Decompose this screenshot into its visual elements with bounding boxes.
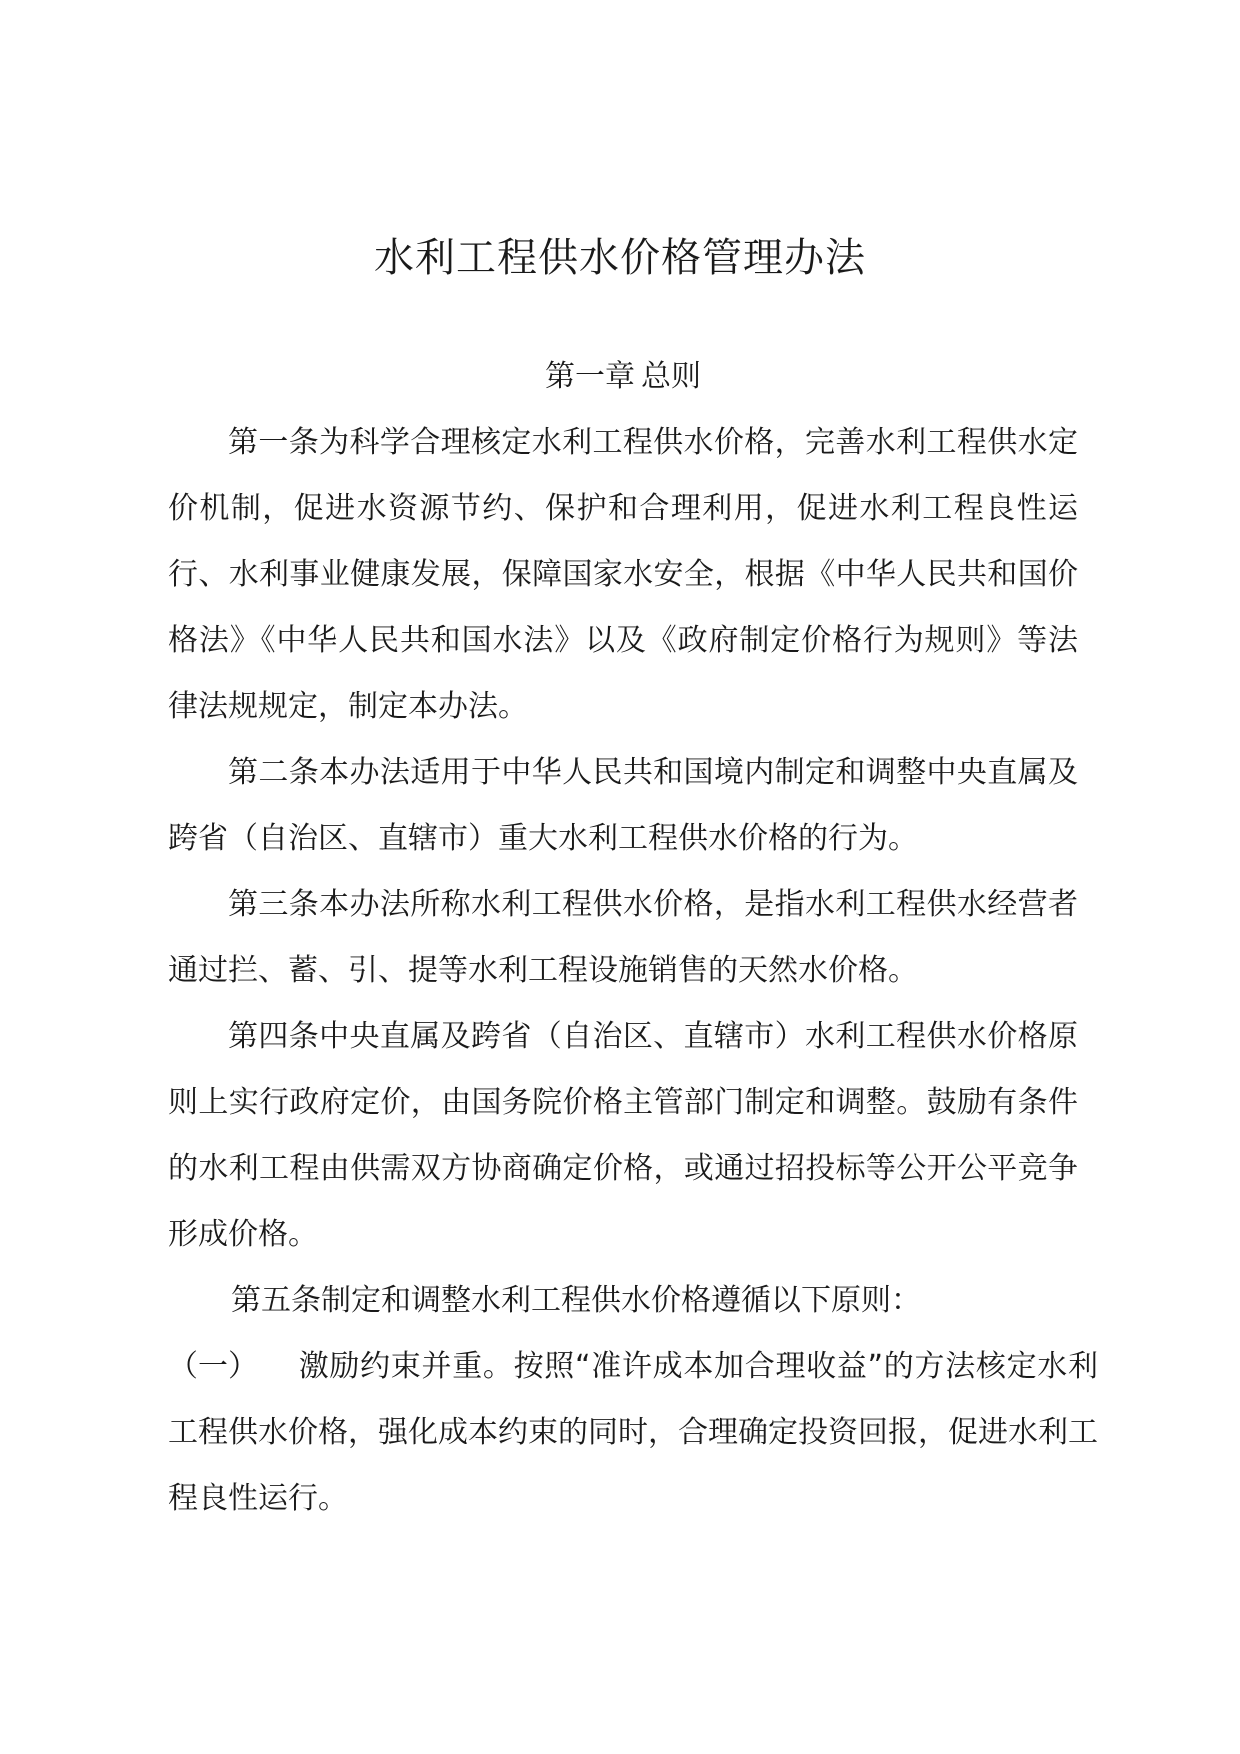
item-text: 激励约束并重。按照“准许成本加合理收益”的方法核定水利工程供水价格，强化成本约束的同时，合理确定投资回报，促进水利工程良性运行。: [168, 1349, 1098, 1516]
article-1: 第一条为科学合理核定水利工程供水价格，完善水利工程供水定价机制，促进水资源节约、保护和合理利用，促进水利工程良性运行、水利事业健康发展，保障国家水安全，根据《中华人民共和国价格法》《中华人民共和国水法》以及《政府制定价格行为规则》等法律法规规定，制定本办法。: [168, 425, 1078, 724]
document-title: 水利工程供水价格管理办法: [374, 235, 866, 281]
chapter-number: 第一章: [545, 359, 635, 394]
article-5: 第五条制定和调整水利工程供水价格遵循以下原则：: [231, 1283, 921, 1318]
chapter-heading: [0, 354, 1240, 400]
article-2: 第二条本办法适用于中华人民共和国境内制定和调整中央直属及跨省（自治区、直辖市）重大水利工程供水价格的行为。: [168, 755, 1078, 856]
article-3: 第三条本办法所称水利工程供水价格，是指水利工程供水经营者通过拦、蓄、引、提等水利工程设施销售的天然水价格。: [168, 887, 1078, 988]
list-item: [168, 1334, 1098, 1532]
chapter-name: 总则: [641, 359, 701, 394]
item-number: （一）: [168, 1349, 258, 1384]
article-4: 第四条中央直属及跨省（自治区、直辖市）水利工程供水价格原则上实行政府定价，由国务院价格主管部门制定和调整。鼓励有条件的水利工程由供需双方协商确定价格，或通过招投标等公开公平竞争形成价格。: [168, 1019, 1078, 1252]
